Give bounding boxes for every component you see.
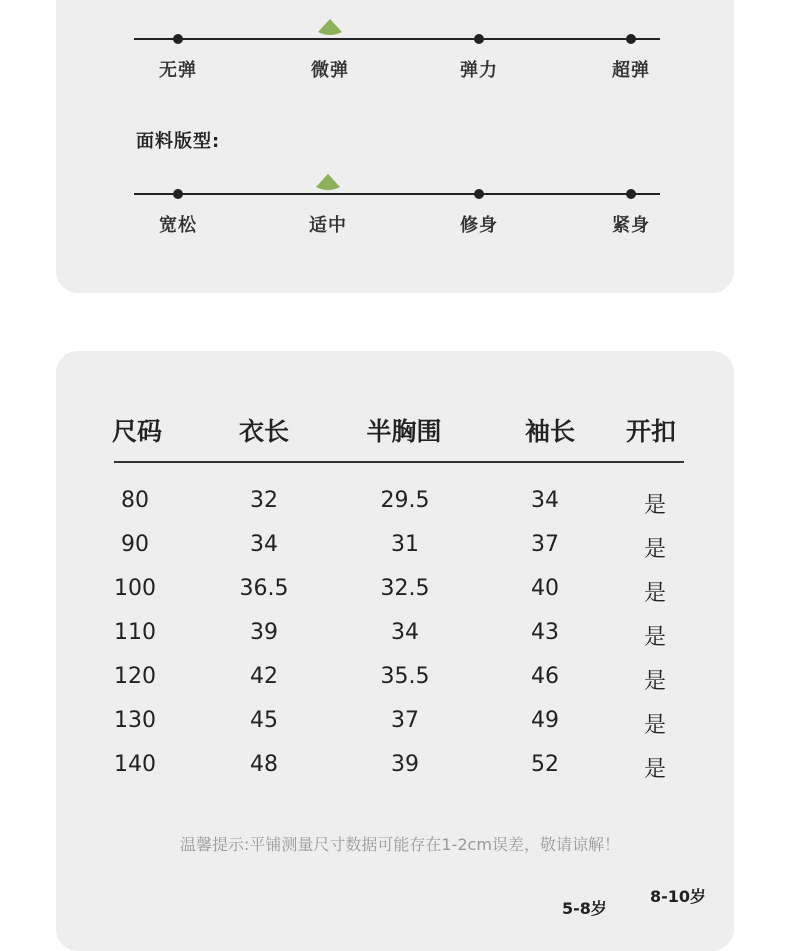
header-half-chest: 半胸围 [366,417,442,446]
cell-sleeve: 40 [531,576,559,601]
table-row [0,488,790,518]
elasticity-scale [134,38,660,118]
age-label: 5-8岁 [562,899,607,918]
cell-button: 是 [643,713,666,738]
table-row [0,664,790,694]
cell-size: 90 [121,532,149,557]
table-header [0,412,790,448]
scale-dot [626,189,636,199]
cell-sleeve: 37 [531,532,559,557]
header-button: 开扣 [625,417,676,446]
scale-dot [474,189,484,199]
cell-sleeve: 43 [531,620,559,645]
scale-label-slight: 微弹 [311,60,349,81]
header-size: 尺码 [111,417,162,446]
table-divider [114,461,684,463]
cell-length: 42 [250,664,278,689]
cell-half-chest: 35.5 [380,664,430,689]
header-length: 衣长 [238,417,289,446]
cell-length: 48 [250,752,278,777]
cell-button: 是 [643,581,666,606]
scale-label-regular: 适中 [309,215,347,236]
cell-size: 110 [114,620,156,645]
cell-button: 是 [643,625,666,650]
cell-size: 120 [114,664,156,689]
cell-length: 36.5 [239,576,289,601]
header-sleeve: 袖长 [524,417,575,446]
table-row [0,532,790,562]
scale-dot [626,34,636,44]
selected-marker-icon [315,16,345,36]
cell-size: 100 [114,576,156,601]
cell-size: 140 [114,752,156,777]
scale-label-none: 无弹 [159,60,197,81]
scale-label-slim: 修身 [460,215,498,236]
cell-sleeve: 49 [531,708,559,733]
cell-size: 80 [121,488,149,513]
cell-sleeve: 46 [531,664,559,689]
scale-label-super: 超弹 [612,60,650,81]
selected-marker-icon [313,171,343,191]
cell-size: 130 [114,708,156,733]
cell-half-chest: 34 [391,620,419,645]
cell-button: 是 [643,537,666,562]
fit-scale [134,193,660,273]
cell-length: 32 [250,488,278,513]
cell-sleeve: 52 [531,752,559,777]
cell-sleeve: 34 [531,488,559,513]
scale-line [134,193,660,195]
cell-half-chest: 31 [391,532,419,557]
table-row [0,576,790,606]
table-row [0,620,790,650]
cell-half-chest: 39 [391,752,419,777]
cell-length: 39 [250,620,278,645]
scale-line [134,38,660,40]
scale-label-tight: 紧身 [612,215,650,236]
fit-title: 面料版型: [136,131,221,152]
cell-half-chest: 32.5 [380,576,430,601]
cell-button: 是 [643,493,666,518]
cell-button: 是 [643,669,666,694]
scale-dot [173,34,183,44]
scale-dot [173,189,183,199]
scale-dot [474,34,484,44]
scale-label-elastic: 弹力 [460,60,498,81]
table-row [0,752,790,782]
cell-half-chest: 29.5 [380,488,430,513]
scale-label-loose: 宽松 [159,215,197,236]
cell-button: 是 [643,757,666,782]
cell-length: 34 [250,532,278,557]
table-row [0,708,790,738]
cell-half-chest: 37 [391,708,419,733]
measurement-tip: 温馨提示:平铺测量尺寸数据可能存在1-2cm误差，敬请谅解！ [180,835,620,854]
age-label: 8-10岁 [650,887,707,906]
cell-length: 45 [250,708,278,733]
